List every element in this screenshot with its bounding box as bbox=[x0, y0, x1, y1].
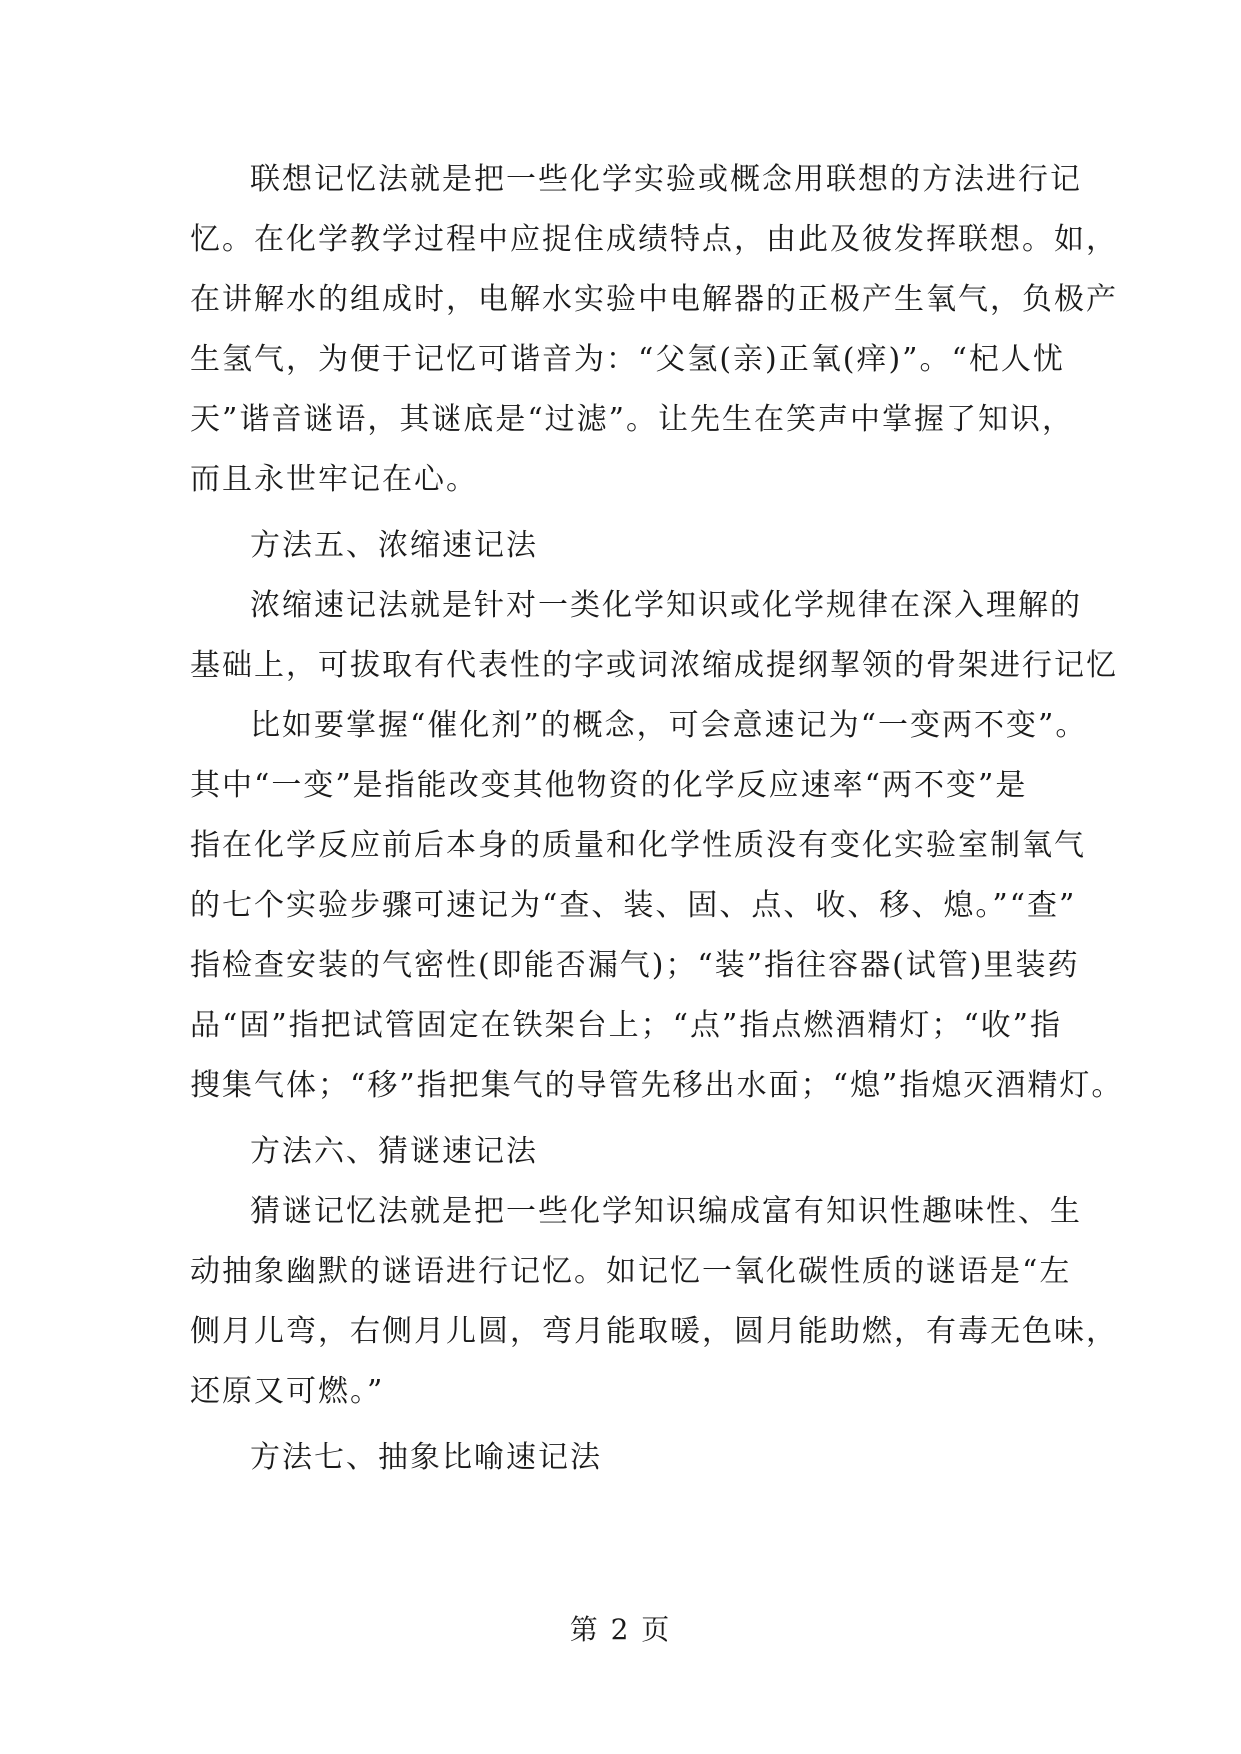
text-line: 基础上，可拔取有代表性的字或词浓缩成提纲挈领的骨架进行记忆 bbox=[190, 648, 1118, 683]
text-line: 生氢气，为便于记忆可谐音为：“父氢(亲)正氧(痒)”。“杞人忧 bbox=[190, 342, 1065, 377]
text-line: 猜谜记忆法就是把一些化学知识编成富有知识性趣味性、生 bbox=[250, 1194, 1082, 1229]
text-line: 其中“一变”是指能改变其他物资的化学反应速率“两不变”是 bbox=[190, 768, 1028, 803]
paragraph-catalyst-example bbox=[190, 696, 1124, 1116]
text-line: 忆。在化学教学过程中应捉住成绩特点，由此及彼发挥联想。如， bbox=[190, 222, 1118, 257]
text-line: 天”谐音谜语，其谜底是“过滤”。让先生在笑声中掌握了知识， bbox=[190, 402, 1075, 437]
text-line: 比如要掌握“催化剂”的概念，可会意速记为“一变两不变”。 bbox=[250, 708, 1088, 743]
paragraph-riddle-memory bbox=[190, 1182, 1118, 1422]
section-heading-method-7: 方法七、抽象比喻速记法 bbox=[250, 1440, 602, 1475]
text-line: 还原又可燃。” bbox=[190, 1374, 385, 1409]
text-line: 动抽象幽默的谜语进行记忆。如记忆一氧化碳性质的谜语是“左 bbox=[190, 1254, 1072, 1289]
paragraph-condense-memory bbox=[190, 576, 1118, 696]
text-line: 浓缩速记法就是针对一类化学知识或化学规律在深入理解的 bbox=[250, 588, 1082, 623]
text-line: 在讲解水的组成时，电解水实验中电解器的正极产生氧气，负极产 bbox=[190, 282, 1118, 317]
paragraph-association-memory bbox=[190, 150, 1118, 510]
section-heading-method-5: 方法五、浓缩速记法 bbox=[250, 528, 538, 563]
text-line: 品“固”指把试管固定在铁架台上；“点”指点燃酒精灯；“收”指 bbox=[190, 1008, 1063, 1043]
text-line: 搜集气体；“移”指把集气的导管先移出水面；“熄”指熄灭酒精灯。 bbox=[190, 1068, 1124, 1103]
document-body bbox=[190, 150, 1124, 1488]
text-line: 指检查安装的气密性(即能否漏气)；“装”指往容器(试管)里装药 bbox=[190, 948, 1080, 983]
text-line: 而且永世牢记在心。 bbox=[190, 462, 478, 497]
text-line: 的七个实验步骤可速记为“查、装、固、点、收、移、熄。”“查” bbox=[190, 888, 1077, 923]
text-line: 联想记忆法就是把一些化学实验或概念用联想的方法进行记 bbox=[250, 162, 1082, 197]
text-line: 指在化学反应前后本身的质量和化学性质没有变化实验室制氧气 bbox=[190, 828, 1086, 863]
section-heading-method-6: 方法六、猜谜速记法 bbox=[250, 1134, 538, 1169]
page-number: 第 2 页 bbox=[569, 1613, 672, 1646]
text-line: 侧月儿弯，右侧月儿圆，弯月能取暖，圆月能助燃，有毒无色味， bbox=[190, 1314, 1118, 1349]
